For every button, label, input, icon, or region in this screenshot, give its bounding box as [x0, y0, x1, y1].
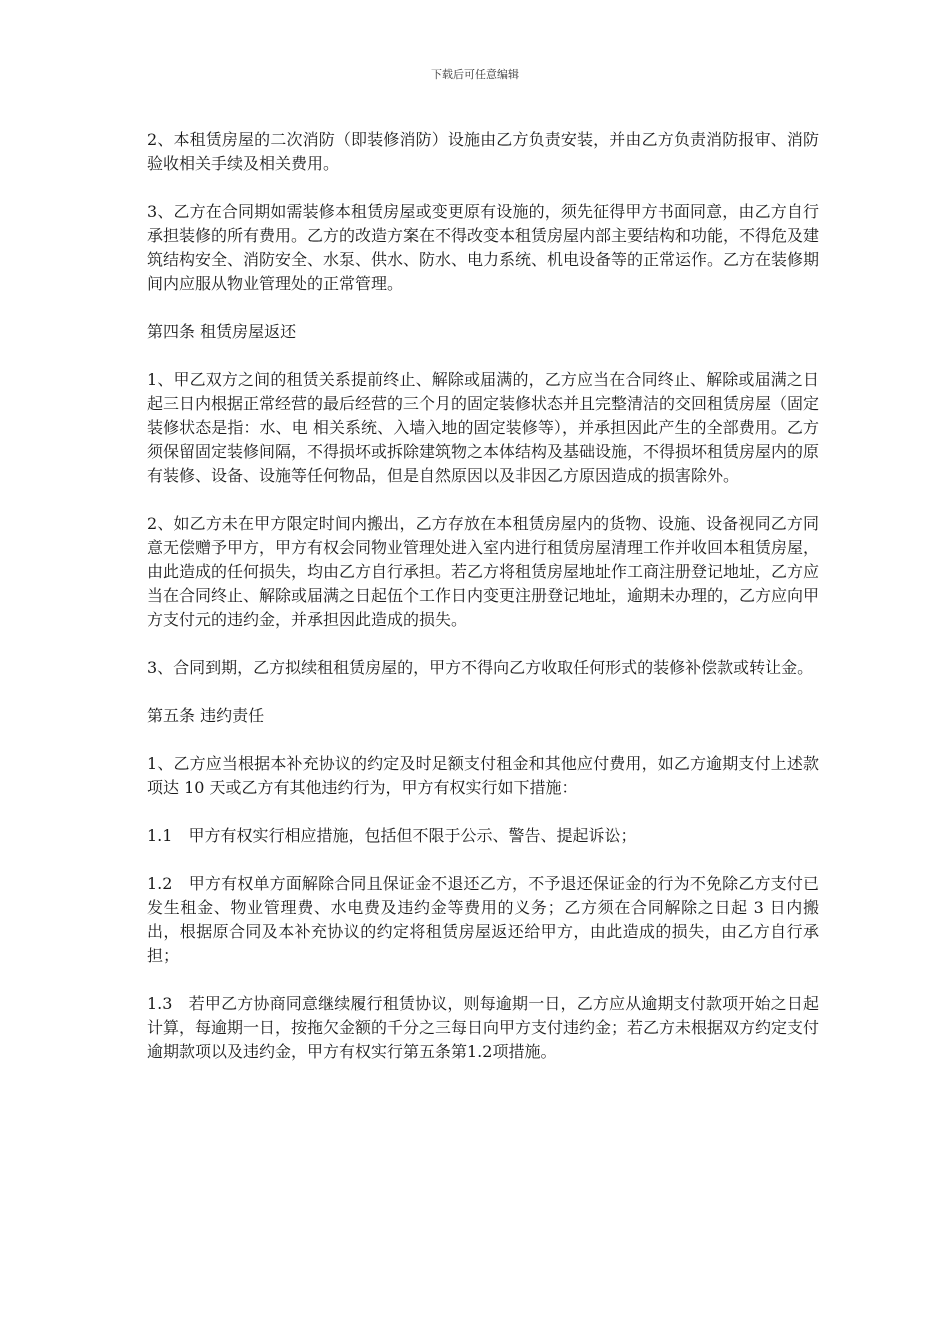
document-body	[147, 128, 819, 1088]
clause-5-1-payment-default: 1、乙方应当根据本补充协议的约定及时足额支付租金和其他应付费用，如乙方逾期支付上述款项达 10 天或乙方有其他违约行为，甲方有权实行如下措施：	[147, 754, 819, 797]
clause-3-2-fire-facilities: 2、本租赁房屋的二次消防（即装修消防）设施由乙方负责安装，并由乙方负责消防报审、消防验收相关手续及相关费用。	[147, 130, 819, 173]
section-heading-article-5: 第五条 违约责任	[147, 706, 265, 725]
clause-5-1-2-termination: 1.2 甲方有权单方面解除合同且保证金不退还乙方，不予退还保证金的行为不免除乙方支付已发生租金、物业管理费、水电费及违约金等费用的义务；乙方须在合同解除之日起 3 日内搬出，根据原合同及本补充协议的约定将租赁房屋返还给甲方，由此造成的损失，由乙方自行承担；	[147, 874, 819, 965]
header-note: 下载后可任意编辑	[431, 68, 519, 81]
clause-5-1-1-measures: 1.1 甲方有权实行相应措施，包括但不限于公示、警告、提起诉讼；	[147, 826, 637, 845]
clause-4-1-return-premises: 1、甲乙双方之间的租赁关系提前终止、解除或届满的，乙方应当在合同终止、解除或届满之日起三日内根据正常经营的最后经营的三个月的固定装修状态并且完整清洁的交回租赁房屋（固定装修状态是指：水、电 相关系统、入墙入地的固定装修等），并承担因此产生的全部费用。乙方须保留固定装修间隔，不得损坏或拆除建筑物之本体结构及基础设施，不得损坏租赁房屋内的原有装修、设备、设施等任何物品，但是自然原因以及非因乙方原因造成的损害除外。	[147, 370, 820, 485]
clause-4-3-renewal: 3、合同到期，乙方拟续租租赁房屋的，甲方不得向乙方收取任何形式的装修补偿款或转让金。	[147, 658, 814, 677]
clause-5-1-3-late-penalty: 1.3 若甲乙方协商同意继续履行租赁协议，则每逾期一日，乙方应从逾期支付款项开始之日起计算，每逾期一日，按拖欠金额的千分之三每日向甲方支付违约金；若乙方未根据双方约定支付逾期款项以及违约金，甲方有权实行第五条第1.2项措施。	[147, 994, 820, 1061]
section-heading-article-4: 第四条 租赁房屋返还	[147, 322, 297, 341]
clause-4-2-move-out: 2、如乙方未在甲方限定时间内搬出，乙方存放在本租赁房屋内的货物、设施、设备视同乙方同意无偿赠予甲方，甲方有权会同物业管理处进入室内进行租赁房屋清理工作并收回本租赁房屋，由此造成的任何损失，均由乙方自行承担。若乙方将租赁房屋地址作工商注册登记地址，乙方应当在合同终止、解除或届满之日起伍个工作日内变更注册登记地址，逾期未办理的，乙方应向甲方支付元的违约金，并承担因此造成的损失。	[147, 514, 820, 629]
clause-3-3-renovation: 3、乙方在合同期如需装修本租赁房屋或变更原有设施的，须先征得甲方书面同意，由乙方自行承担装修的所有费用。乙方的改造方案在不得改变本租赁房屋内部主要结构和功能，不得危及建筑结构安全、消防安全、水泵、供水、防水、电力系统、机电设备等的正常运作。乙方在装修期间内应服从物业管理处的正常管理。	[147, 202, 820, 293]
